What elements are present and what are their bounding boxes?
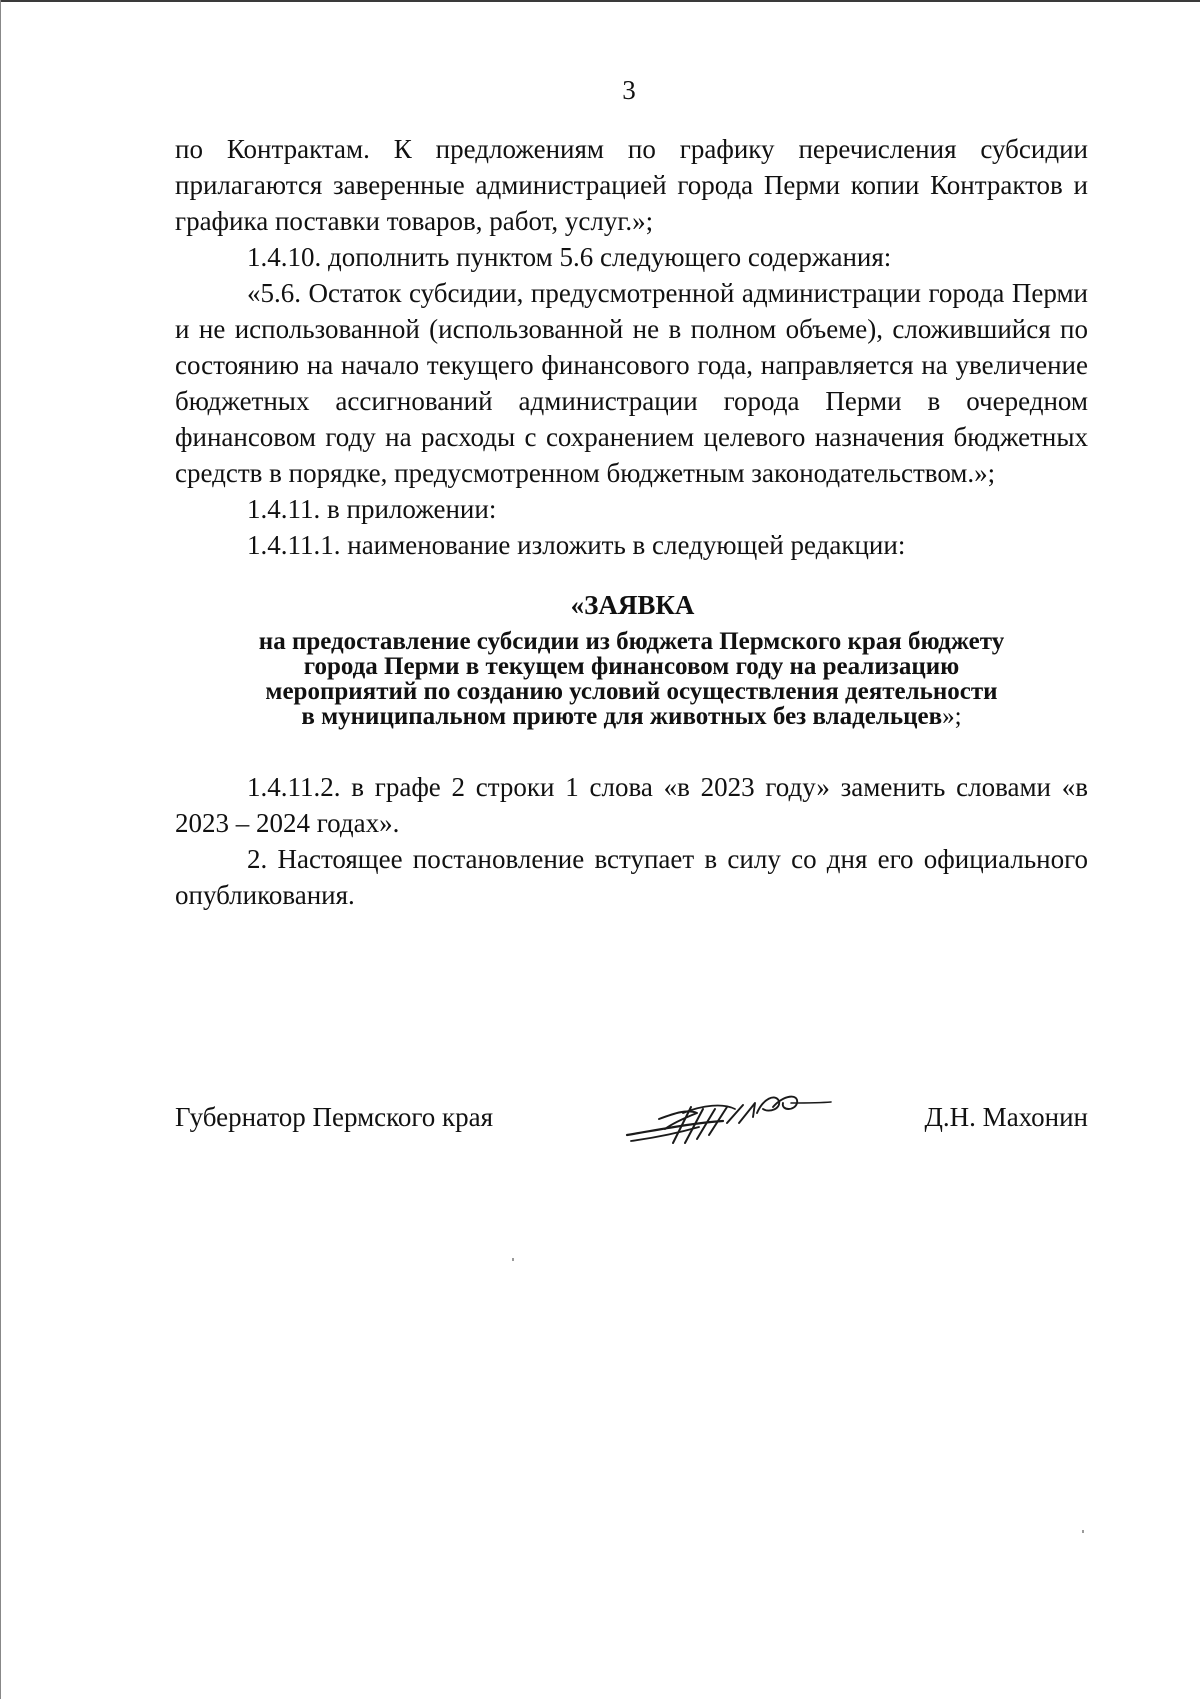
signature-block bbox=[175, 1093, 1088, 1143]
subtitle-line: на предоставление субсидии из бюджета Пермского края бюджету bbox=[258, 628, 1005, 655]
scan-speck bbox=[1082, 1530, 1084, 1533]
scan-speck bbox=[512, 1258, 514, 1261]
paragraph-1-4-11: 1.4.11. в приложении: bbox=[247, 494, 497, 524]
subtitle-line: города Перми в текущем финансовом году на реализацию bbox=[303, 653, 960, 680]
paragraph-5-6: «5.6. Остаток субсидии, предусмотренной администрации города Перми и не использованной (использованной не в полном объеме), сложившийся по состоянию на начало текущего финансового года, направляется на увеличение бюджетных ассигнований администрации города Перми в очередном финансовом году на расходы с сохранением целевого назначения бюджетных средств в порядке, предусмотренном бюджетным законодательством.»; bbox=[175, 278, 1088, 488]
paragraph-1-4-11-1: 1.4.11.1. наименование изложить в следующей редакции: bbox=[247, 530, 906, 560]
signatory-name: Д.Н. Махонин bbox=[924, 1102, 1088, 1132]
subtitle-closing-quote: »; bbox=[942, 703, 962, 730]
signatory-position: Губернатор Пермского края bbox=[175, 1102, 494, 1132]
paragraph-1-4-11-2: 1.4.11.2. в графе 2 строки 1 слова «в 2023 году» заменить словами «в 2023 – 2024 годах». bbox=[175, 772, 1088, 838]
page-number: 3 bbox=[622, 75, 636, 105]
paragraph-1-4-10: 1.4.10. дополнить пунктом 5.6 следующего содержания: bbox=[247, 242, 892, 272]
scan-left-edge bbox=[0, 0, 1, 1699]
application-heading bbox=[175, 587, 1088, 729]
subtitle-line: в муниципальном приюте для животных без владельцев bbox=[301, 703, 943, 730]
handwritten-signature bbox=[623, 1083, 833, 1149]
subtitle-line: мероприятий по созданию условий осуществления деятельности bbox=[265, 678, 998, 705]
paragraph-contracts: по Контрактам. К предложениям по графику перечисления субсидии прилагаются заверенные администрацией города Перми копии Контрактов и графика поставки товаров, работ, услуг.»; bbox=[175, 134, 1088, 236]
document-body bbox=[175, 131, 1088, 913]
paragraph-effective-date: 2. Настоящее постановление вступает в силу со дня его официального опубликования. bbox=[175, 844, 1088, 910]
application-subtitle bbox=[175, 629, 1088, 729]
application-title: «ЗАЯВКА bbox=[570, 590, 695, 620]
scan-top-edge bbox=[0, 0, 1200, 2]
